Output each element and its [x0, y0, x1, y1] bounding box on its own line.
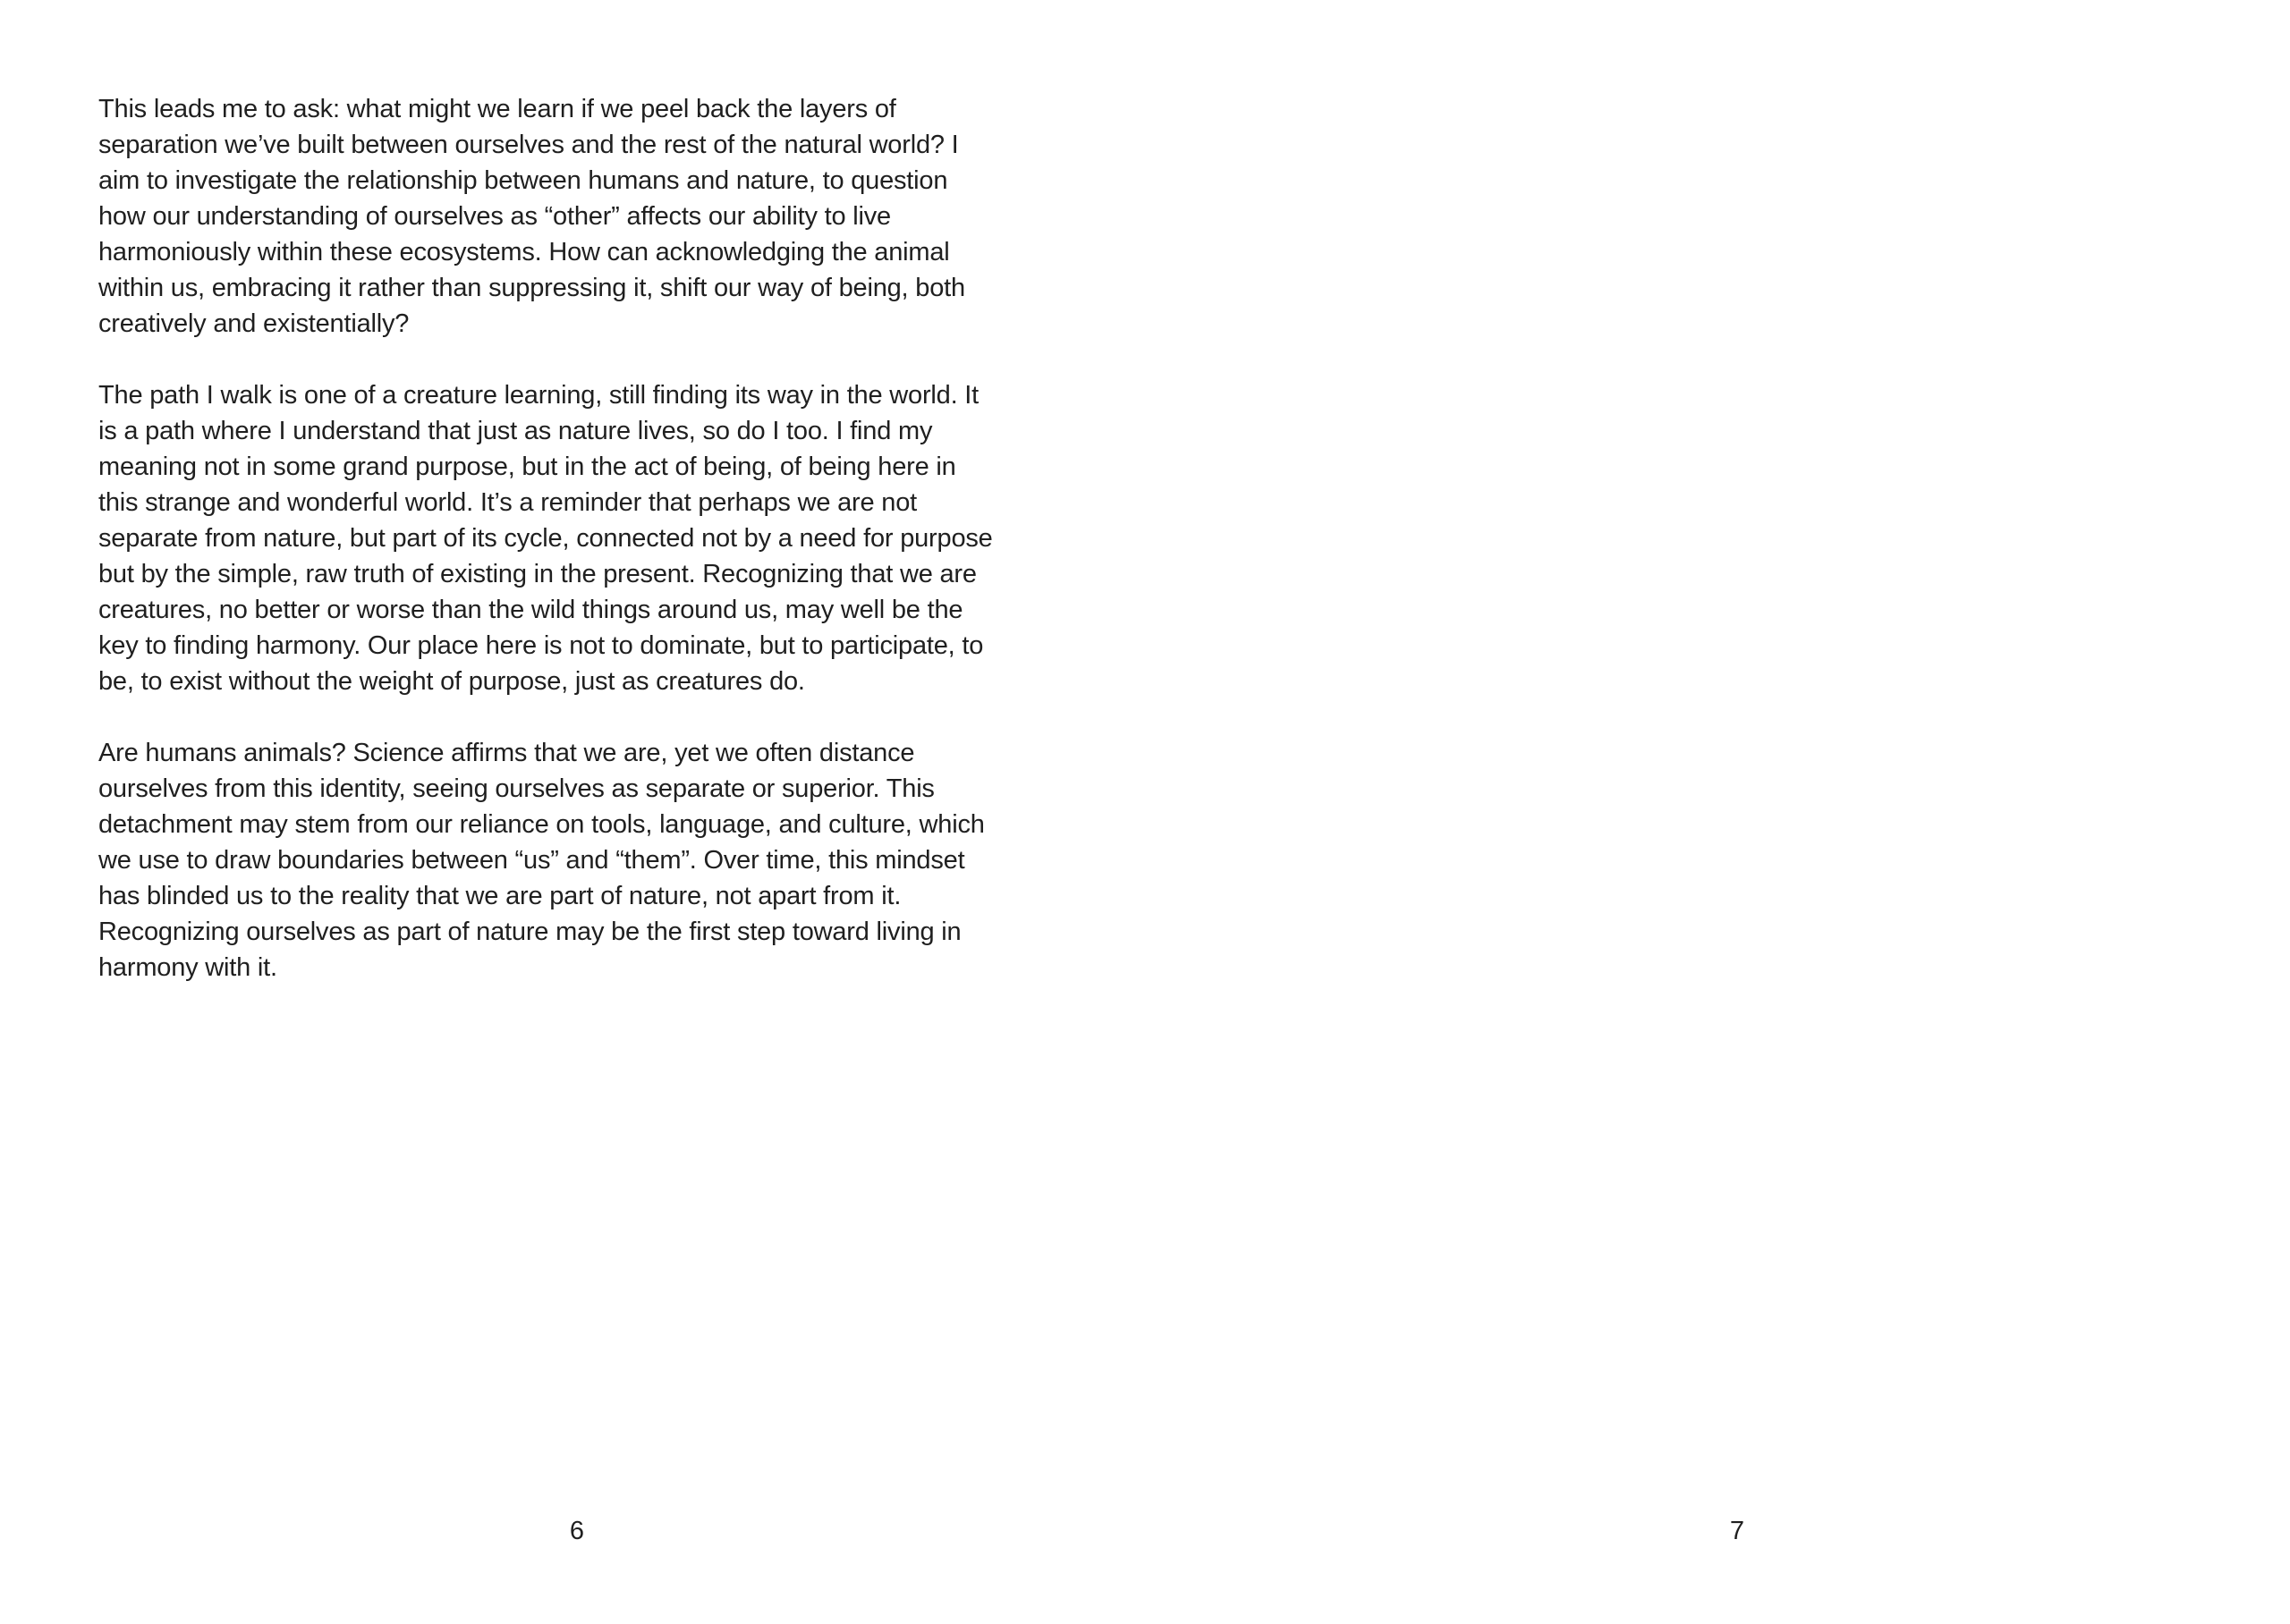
page-number: 7 [1729, 1517, 1745, 1545]
body-text [98, 91, 1073, 1021]
right-page [1145, 0, 2290, 1624]
paragraph: This leads me to ask: what might we learn if we peel back the layers of separation we’ve built between ourselves and the rest of the natural world? I aim to investigate the relationship between humans and nature, to question how our understanding of ourselves as “other” affects our ability to live harmoniously within these ecosystems. How can acknowledging the animal within us, embracing it rather than suppressing it, shift our way of being, both creatively and existentially? [98, 95, 965, 338]
paragraph: Are humans animals? Science affirms that we are, yet we often distance ourselves from this identity, seeing ourselves as separate or superior. This detachment may stem from our reliance on tools, language, and culture, which we use to draw boundaries between “us” and “them”. Over time, this mindset has blinded us to the reality that we are part of nature, not apart from it. Recognizing ourselves as part of nature may be the first step toward living in harmony with it. [98, 739, 985, 982]
paragraph: The path I walk is one of a creature learning, still finding its way in the world. It is a path where I understand that just as nature lives, so do I too. I find my meaning not in some grand purpose, but in the act of being, of being here in this strange and wonderful world. It’s a reminder that perhaps we are not separate from nature, but part of its cycle, connected not by a need for purpose but by the simple, raw truth of existing in the present. Recognizing that we are creatures, no better or worse than the wild things around us, may well be the key to finding harmony. Our place here is not to dominate, but to participate, to be, to exist without the weight of purpose, just as creatures do. [98, 381, 993, 696]
page-number: 6 [569, 1517, 585, 1545]
